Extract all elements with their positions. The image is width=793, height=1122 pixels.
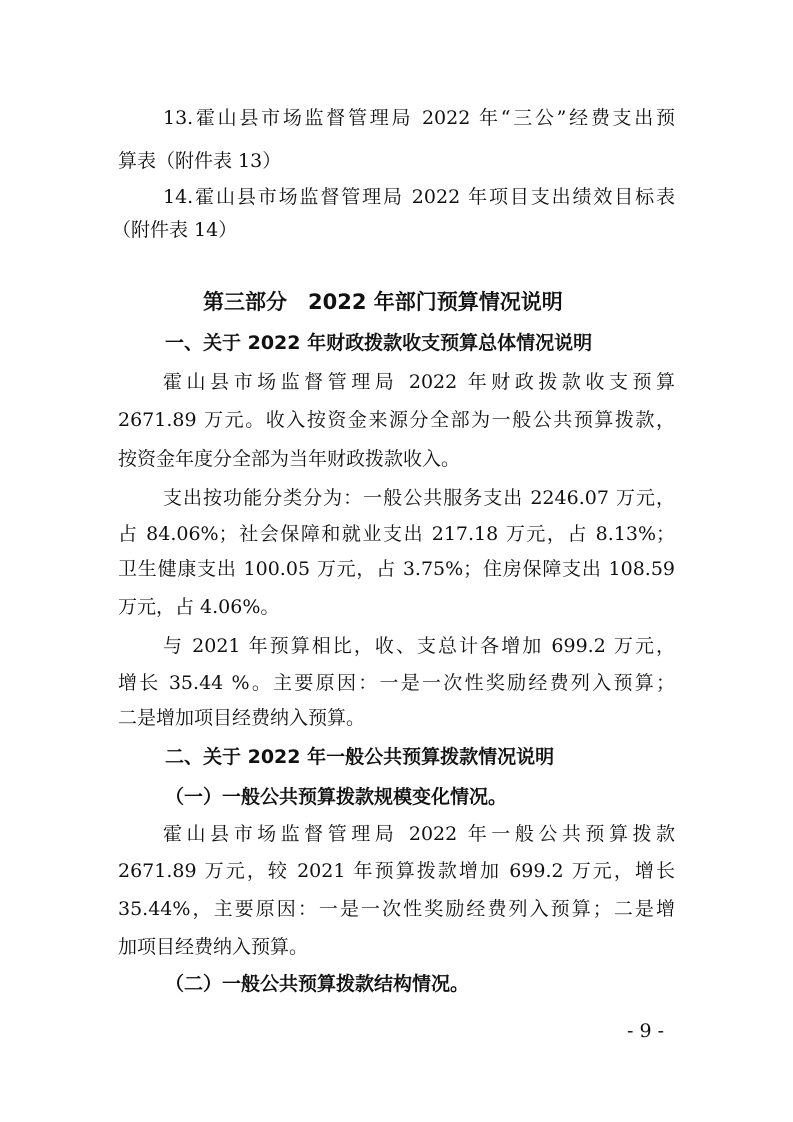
s1-p1-line1: 霍山县市场监督管理局 2022 年财政拨款收支预算 [163, 371, 675, 393]
section-1-heading: 一、关于 2022 年财政拨款收支预算总体情况说明 [165, 332, 593, 354]
s1-p1-line3: 按资金年度分全部为当年财政拨款收入。 [118, 448, 461, 470]
s1-p2-line1: 支出按功能分类分为：一般公共服务支出 2246.07 万元， [163, 487, 675, 509]
s1-p2-line4: 万元，占 4.06%。 [118, 596, 280, 618]
subsection-1-heading: （一）一般公共预算拨款规模变化情况。 [165, 786, 508, 808]
s2-p1-line1: 霍山县市场监督管理局 2022 年一般公共预算拨款 [163, 823, 675, 845]
s1-p3-line3: 二是增加项目经费纳入预算。 [118, 707, 366, 729]
s1-p2-line2: 占 84.06%；社会保障和就业支出 217.18 万元，占 8.13%； [118, 523, 675, 545]
subsection-2-heading: （二）一般公共预算拨款结构情况。 [165, 973, 470, 995]
page-number: - 9 - [627, 1020, 665, 1042]
list-item-14-line1: 14.霍山县市场监督管理局 2022 年项目支出绩效目标表 [163, 186, 675, 208]
s1-p3-line2: 增长 35.44 %。主要原因：一是一次性奖励经费列入预算； [118, 672, 675, 694]
s1-p3-line1: 与 2021 年预算相比，收、支总计各增加 699.2 万元， [163, 635, 675, 657]
list-item-13-line1: 13.霍山县市场监督管理局 2022 年“三公”经费支出预 [163, 107, 675, 129]
s2-p1-line3: 35.44%，主要原因：一是一次性奖励经费列入预算；二是增 [118, 898, 675, 920]
s1-p1-line2: 2671.89 万元。收入按资金来源分全部为一般公共预算拨款， [118, 409, 675, 431]
s2-p1-line2: 2671.89 万元，较 2021 年预算拨款增加 699.2 万元，增长 [118, 860, 675, 882]
part-title: 第三部分 2022 年部门预算情况说明 [203, 290, 563, 314]
list-item-13-line2: 算表（附件表 13） [118, 150, 282, 172]
list-item-14-line2: （附件表 14） [112, 219, 238, 241]
s1-p2-line3: 卫生健康支出 100.05 万元，占 3.75%；住房保障支出 108.59 [118, 558, 675, 580]
s2-p1-line4: 加项目经费纳入预算。 [118, 936, 309, 958]
section-2-heading: 二、关于 2022 年一般公共预算拨款情况说明 [165, 746, 555, 768]
